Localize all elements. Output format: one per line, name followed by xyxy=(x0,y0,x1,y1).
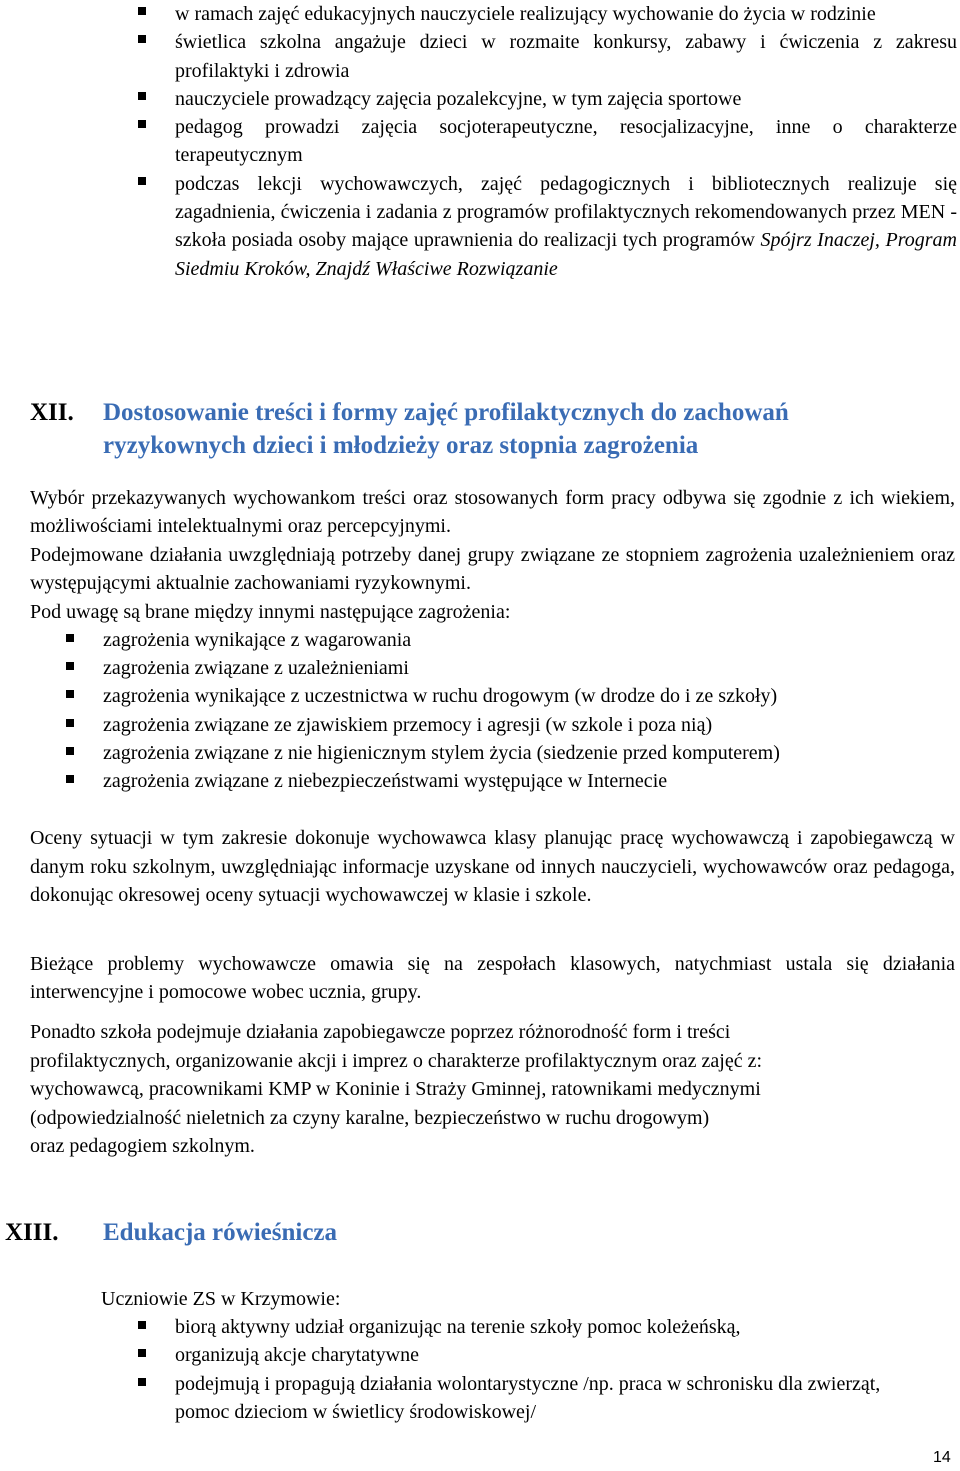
list-item: pedagog prowadzi zajęcia socjoterapeutyczne, resocjalizacyjne, inne o charakterze terapeutycznym xyxy=(175,113,957,170)
list-item: nauczyciele prowadzący zajęcia pozalekcyjne, w tym zajęcia sportowe xyxy=(175,85,957,113)
list-item: zagrożenia związane z uzależnieniami xyxy=(103,654,953,682)
section-title-xii xyxy=(103,396,789,462)
section-number-xii: XII. xyxy=(30,399,74,426)
list-item-programs xyxy=(175,170,957,283)
paragraph-line: profilaktycznych, organizowanie akcji i imprez o charakterze profilaktycznym oraz zajęć z: xyxy=(30,1049,763,1072)
paragraph-moreover xyxy=(30,1018,955,1161)
list-item: zagrożenia związane z nie higienicznym stylem życia (siedzenie przed komputerem) xyxy=(103,739,953,767)
peer-education-list xyxy=(175,1313,955,1426)
paragraph-actions: Podejmowane działania uwzględniają potrzeby danej grupy związane ze stopniem zagrożenia uzależnieniem oraz występującymi aktualnie zachowaniami ryzykownymi. xyxy=(30,544,955,595)
list-item: zagrożenia związane z niebezpieczeństwami występujące w Internecie xyxy=(103,767,953,795)
list-item: świetlica szkolna angażuje dzieci w rozmaite konkursy, zabawy i ćwiczenia z zakresu profilaktyki i zdrowia xyxy=(175,28,957,85)
list-item: biorą aktywny udział organizując na terenie szkoły pomoc koleżeńską, xyxy=(175,1313,955,1341)
section-title-xiii: Edukacja rówieśnicza xyxy=(103,1219,338,1246)
list-item: zagrożenia związane ze zjawiskiem przemocy i agresji (w szkole i poza nią) xyxy=(103,711,953,739)
paragraph-problems: Bieżące problemy wychowawcze omawia się na zespołach klasowych, natychmiast ustala się działania interwencyjne i pomocowe wobec ucznia, grupy. xyxy=(30,953,955,1004)
peer-intro: Uczniowie ZS w Krzymowie: xyxy=(101,1288,341,1310)
list-item: w ramach zajęć edukacyjnych nauczyciele realizujący wychowanie do życia w rodzinie xyxy=(175,0,957,28)
programs-names: Spójrz Inaczej, Program Siedmiu Kroków, Znajdź Właściwe Rozwiązanie xyxy=(175,229,957,280)
list-item: zagrożenia wynikające z wagarowania xyxy=(103,626,953,654)
list-item: zagrożenia wynikające z uczestnictwa w ruchu drogowym (w drodze do i ze szkoły) xyxy=(103,682,953,710)
section-number-xiii: XIII. xyxy=(5,1219,59,1246)
paragraph-choice: Wybór przekazywanych wychowankom treści oraz stosowanych form pracy odbywa się zgodnie z ich wiekiem, możliwościami intelektualnymi oraz percepcyjnymi. xyxy=(30,487,955,538)
section-title-xii-line2: ryzykownych dzieci i młodzieży oraz stopnia zagrożenia xyxy=(103,432,699,459)
paragraph-line: wychowawcą, pracownikami KMP w Koninie i Straży Gminnej, ratownikami medycznymi xyxy=(30,1078,761,1101)
page-number: 14 xyxy=(933,1449,951,1466)
list-item: podejmują i propagują działania wolontarystyczne /np. praca w schronisku dla zwierząt, pomoc dzieciom w świetlicy środowiskowej/ xyxy=(175,1370,955,1427)
paragraph-line: Ponadto szkoła podejmuje działania zapobiegawcze poprzez różnorodność form i treści xyxy=(30,1021,731,1043)
paragraph-assessment: Oceny sytuacji w tym zakresie dokonuje wychowawca klasy planując pracę wychowawczą i zapobiegawczą w danym roku szkolnym, uwzględniając informacje uzyskane od innych nauczycieli, wychowawców oraz pedagoga, dokonując okresowej oceny sytuacji wychowawczej w klasie i szkole. xyxy=(30,827,955,906)
programs-text: podczas lekcji wychowawczych, zajęć pedagogicznych i bibliotecznych realizuje się zagadnienia, ćwiczenia i zadania z programów profilaktycznych rekomendowanych przez MEN - szkoła posiada osoby mające uprawnienia do realizacji tych programów xyxy=(175,172,957,252)
list-item: organizują akcje charytatywne xyxy=(175,1341,955,1369)
activities-list xyxy=(175,0,957,283)
paragraph-line: oraz pedagogiem szkolnym. xyxy=(30,1135,255,1158)
section-title-xii-line1: Dostosowanie treści i formy zajęć profilaktycznych do zachowań xyxy=(103,399,789,426)
threats-list xyxy=(103,626,953,795)
paragraph-line: (odpowiedzialność nieletnich za czyny karalne, bezpieczeństwo w ruchu drogowym) xyxy=(30,1106,710,1129)
threats-intro: Pod uwagę są brane między innymi następujące zagrożenia: xyxy=(30,601,511,623)
